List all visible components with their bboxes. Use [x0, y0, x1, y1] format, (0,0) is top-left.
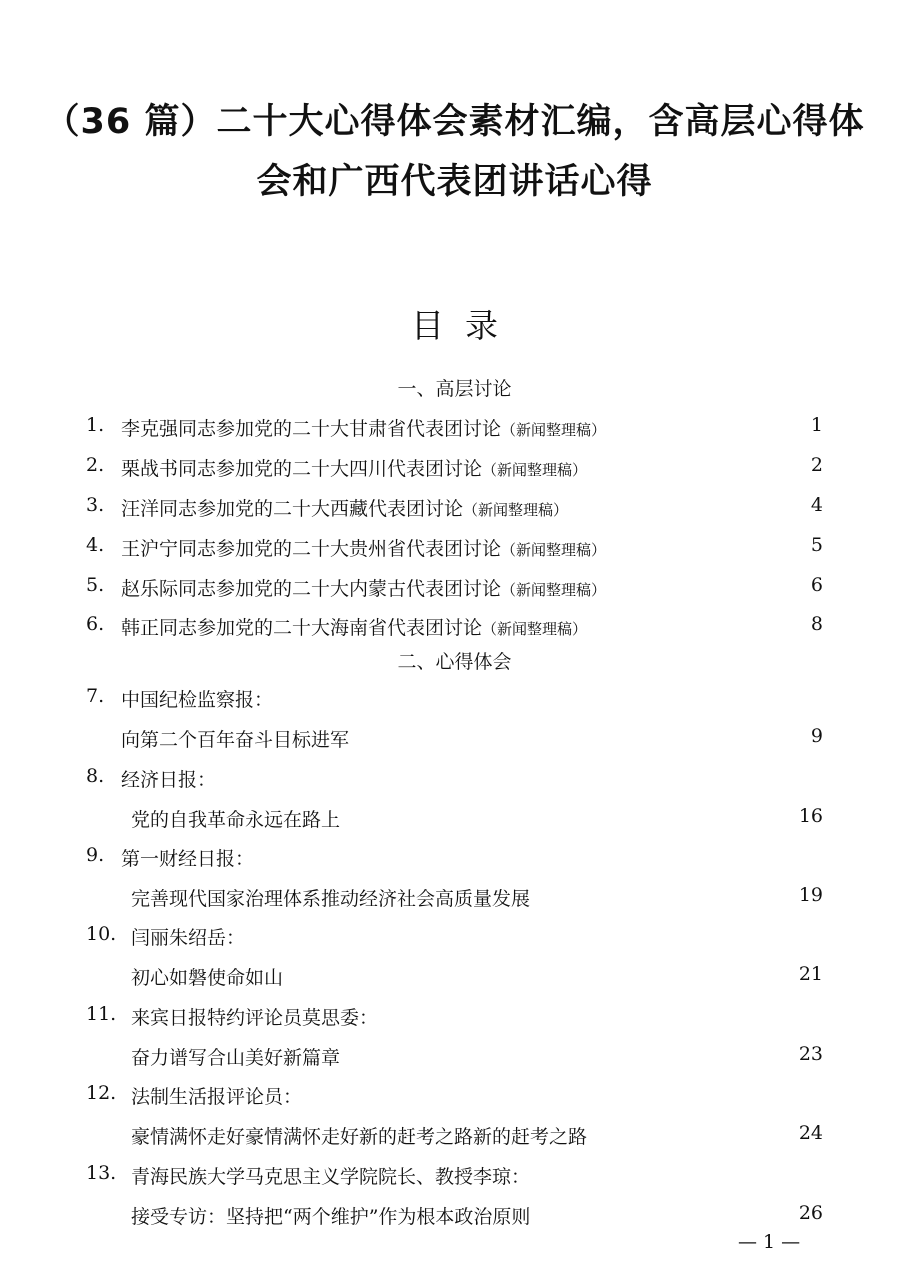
toc-entry-title: 接受专访：坚持把“两个维护”作为根本政治原则: [131, 1206, 531, 1228]
toc-entry-title: 初心如磐使命如山: [131, 967, 284, 989]
toc-entry-text: [121, 574, 606, 601]
toc-entry-source-text: 经济日报：: [121, 769, 217, 791]
toc-entry-text: [121, 613, 587, 640]
toc-entry-page: 26: [798, 1202, 823, 1224]
toc-entry-note: （新闻整理稿）: [463, 501, 569, 519]
toc-entry-number: 13.: [86, 1162, 117, 1184]
toc-entry-number: 1.: [86, 414, 105, 436]
toc-entry-source[interactable]: [0, 1162, 909, 1192]
toc-heading: [0, 300, 909, 347]
toc-entry-title: 完善现代国家治理体系推动经济社会高质量发展: [131, 888, 531, 910]
toc-entry-number: 3.: [86, 494, 105, 516]
section-heading-high-level: 一、高层讨论: [397, 378, 512, 400]
toc-entry-number: 5.: [86, 574, 105, 596]
toc-entry-number: 9.: [86, 844, 105, 866]
toc-entry-title-line[interactable]: [0, 963, 909, 993]
toc-entry[interactable]: [0, 414, 909, 444]
toc-entry-page: 19: [798, 884, 823, 906]
toc-entry-page: 5: [810, 534, 823, 556]
toc-entry-page: 21: [798, 963, 823, 985]
toc-entry-title: 奋力谱写合山美好新篇章: [131, 1047, 341, 1069]
toc-entry-number: 12.: [86, 1082, 117, 1104]
document-title-line-1: （36 篇）二十大心得体会素材汇编，含高层心得体: [44, 102, 865, 142]
toc-entry-page: 2: [810, 454, 823, 476]
toc-entry-number: 6.: [86, 613, 105, 635]
toc-entry-title: 王沪宁同志参加党的二十大贵州省代表团讨论: [121, 538, 502, 560]
toc-entry-page: 6: [810, 574, 823, 596]
toc-entry-title-line[interactable]: [0, 884, 909, 914]
toc-entry-source[interactable]: [0, 844, 909, 874]
toc-entry-note: （新闻整理稿）: [482, 461, 588, 479]
toc-entry-page: 24: [798, 1122, 823, 1144]
toc-entry-source[interactable]: [0, 685, 909, 715]
toc-entry[interactable]: [0, 494, 909, 524]
toc-entry-text: [121, 454, 587, 481]
toc-entry-note: （新闻整理稿）: [482, 620, 588, 638]
toc-entry[interactable]: [0, 454, 909, 484]
toc-entry-page: 16: [798, 805, 823, 827]
toc-entry-source-text: 法制生活报评论员：: [131, 1086, 303, 1108]
page-number-footer: — 1 —: [738, 1231, 801, 1253]
toc-entry-note: （新闻整理稿）: [501, 421, 607, 439]
toc-entry-title: 栗战书同志参加党的二十大四川代表团讨论: [121, 458, 483, 480]
toc-entry-text: [121, 534, 606, 561]
toc-entry-title-line[interactable]: [0, 1202, 909, 1232]
toc-entry-page: 1: [810, 414, 823, 436]
toc-entry-text: [121, 494, 568, 521]
toc-entry-page: 8: [810, 613, 823, 635]
toc-entry-page: 9: [810, 725, 823, 747]
toc-entry-title-line[interactable]: [0, 805, 909, 835]
toc-entry-source[interactable]: [0, 1003, 909, 1033]
toc-entry-title-line[interactable]: [0, 1043, 909, 1073]
toc-entry[interactable]: [0, 534, 909, 564]
toc-entry-page: 4: [810, 494, 823, 516]
toc-heading-text: 目 录: [411, 306, 498, 345]
toc-entry-source-text: 来宾日报特约评论员莫思委：: [131, 1007, 379, 1029]
toc-entry-title: 向第二个百年奋斗目标进军: [121, 729, 350, 751]
toc-entry-title: 赵乐际同志参加党的二十大内蒙古代表团讨论: [121, 578, 502, 600]
toc-entry-number: 2.: [86, 454, 105, 476]
toc-entry-title: 韩正同志参加党的二十大海南省代表团讨论: [121, 617, 483, 639]
toc-entry-text: [121, 414, 606, 441]
toc-entry-source-text: 第一财经日报：: [121, 848, 255, 870]
toc-entry-source[interactable]: [0, 1082, 909, 1112]
toc-entry[interactable]: [0, 613, 909, 643]
toc-entry-number: 8.: [86, 765, 105, 787]
toc-entry-title-line[interactable]: [0, 725, 909, 755]
toc-entry-number: 7.: [86, 685, 105, 707]
toc-entry-source-text: 青海民族大学马克思主义学院院长、教授李琼：: [131, 1166, 531, 1188]
toc-entry-source[interactable]: [0, 923, 909, 953]
toc-entry[interactable]: [0, 574, 909, 604]
toc-entry-number: 4.: [86, 534, 105, 556]
toc-entry-note: （新闻整理稿）: [501, 581, 607, 599]
section-heading-insights: 二、心得体会: [397, 651, 512, 673]
toc-entry-source-text: 闫丽朱绍岳：: [131, 927, 246, 949]
toc-entry-note: （新闻整理稿）: [501, 541, 607, 559]
toc-entry-title-line[interactable]: [0, 1122, 909, 1152]
toc-entry-page: 23: [798, 1043, 823, 1065]
toc-entry-title: 汪洋同志参加党的二十大西藏代表团讨论: [121, 498, 464, 520]
toc-entry-number: 11.: [86, 1003, 117, 1025]
toc-entry-title: 李克强同志参加党的二十大甘肃省代表团讨论: [121, 418, 502, 440]
document-title-line-2: 会和广西代表团讲话心得: [256, 162, 653, 202]
toc-entry-number: 10.: [86, 923, 117, 945]
toc-entry-title: 党的自我革命永远在路上: [131, 809, 341, 831]
toc-entry-source[interactable]: [0, 765, 909, 795]
toc-entry-source-text: 中国纪检监察报：: [121, 689, 274, 711]
toc-entry-title: 豪情满怀走好豪情满怀走好新的赶考之路新的赶考之路: [131, 1126, 588, 1148]
